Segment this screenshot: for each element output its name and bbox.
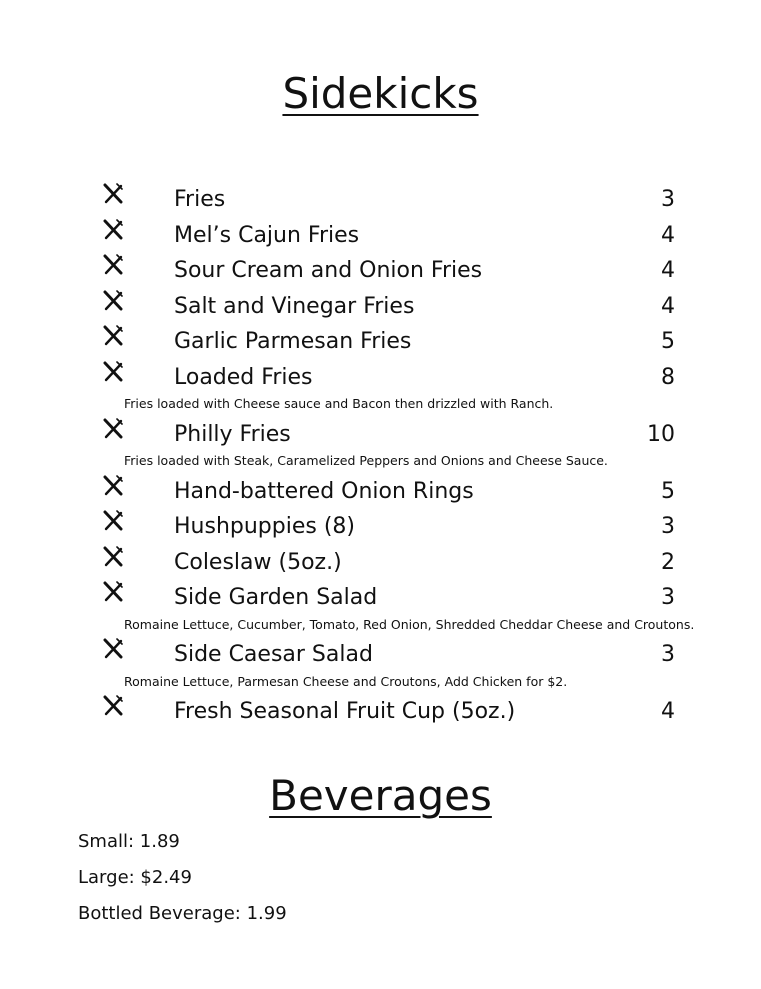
fork-knife-icon: [102, 695, 124, 717]
menu-item-description: Fries loaded with Steak, Caramelized Peppers and Onions and Cheese Sauce.: [124, 453, 608, 468]
menu-item-name: Coleslaw (5oz.): [174, 549, 342, 575]
menu-item-price: 4: [661, 258, 675, 283]
fork-knife-icon: [102, 546, 124, 568]
menu-item-description: Romaine Lettuce, Parmesan Cheese and Croutons, Add Chicken for $2.: [124, 673, 568, 689]
menu-item-description-row: [0, 452, 761, 474]
menu-item-price: 3: [661, 514, 675, 539]
menu-item: [0, 694, 761, 730]
fork-knife-icon: [102, 219, 124, 241]
menu-item-name: Hushpuppies (8): [174, 514, 355, 539]
menu-item: [0, 360, 761, 396]
sidekicks-title: [0, 70, 761, 118]
fork-knife-icon: [102, 325, 124, 347]
menu-item-description-row: [0, 616, 761, 638]
menu-item-name: Philly Fries: [174, 421, 291, 447]
menu-item: [0, 637, 761, 673]
menu-item-price: 5: [661, 478, 675, 504]
menu-item-name: Fries: [174, 187, 226, 212]
menu-item-price: 3: [661, 187, 675, 212]
fork-knife-icon: [102, 475, 124, 497]
fork-knife-icon: [102, 418, 124, 440]
menu-item-name: Hand-battered Onion Rings: [174, 478, 474, 504]
menu-item-price: 5: [661, 329, 675, 354]
menu-item-price: 3: [661, 585, 675, 610]
menu-item-description-row: [0, 395, 761, 417]
menu-item-description: Fries loaded with Cheese sauce and Bacon then drizzled with Ranch.: [124, 396, 554, 411]
fork-knife-icon: [102, 183, 124, 205]
menu-item-price: 8: [661, 364, 675, 390]
menu-item: [0, 324, 761, 360]
menu-item: [0, 289, 761, 325]
menu-item: [0, 580, 761, 616]
menu-item-name: Mel’s Cajun Fries: [174, 222, 360, 248]
menu-item-name: Loaded Fries: [174, 364, 313, 390]
menu-item-price: 2: [661, 549, 675, 575]
menu-item-name: Garlic Parmesan Fries: [174, 329, 412, 354]
beverage-price-item: Large: $2.49: [78, 867, 192, 888]
fork-knife-icon: [102, 361, 124, 383]
menu-item: [0, 218, 761, 254]
menu-item-price: 4: [661, 222, 675, 248]
menu-item-price: 3: [661, 642, 675, 667]
menu-item: [0, 253, 761, 289]
menu-item-name: Salt and Vinegar Fries: [174, 293, 415, 319]
fork-knife-icon: [102, 638, 124, 660]
menu-item-name: Side Garden Salad: [174, 585, 378, 610]
menu-item-price: 4: [661, 699, 675, 724]
beverages-list: [78, 830, 287, 938]
menu-item: [0, 417, 761, 453]
menu-item: [0, 545, 761, 581]
sidekicks-menu-list: [0, 182, 761, 730]
beverages-title-text: Beverages: [269, 771, 492, 820]
menu-item: [0, 182, 761, 218]
beverages-title: [0, 772, 761, 820]
fork-knife-icon: [102, 254, 124, 276]
menu-item-name: Sour Cream and Onion Fries: [174, 258, 483, 283]
fork-knife-icon: [102, 581, 124, 603]
menu-item-name: Fresh Seasonal Fruit Cup (5oz.): [174, 699, 516, 724]
sidekicks-title-text: Sidekicks: [282, 69, 479, 118]
fork-knife-icon: [102, 290, 124, 312]
menu-item-price: 10: [647, 421, 675, 447]
menu-item-description-row: [0, 673, 761, 695]
menu-item-description: Romaine Lettuce, Cucumber, Tomato, Red Onion, Shredded Cheddar Cheese and Croutons.: [124, 616, 695, 632]
fork-knife-icon: [102, 510, 124, 532]
menu-item: [0, 474, 761, 510]
menu-item-price: 4: [661, 293, 675, 319]
beverage-price-item: Small: 1.89: [78, 831, 180, 852]
beverage-price-item: Bottled Beverage: 1.99: [78, 903, 287, 924]
menu-item-name: Side Caesar Salad: [174, 642, 373, 667]
menu-item: [0, 509, 761, 545]
